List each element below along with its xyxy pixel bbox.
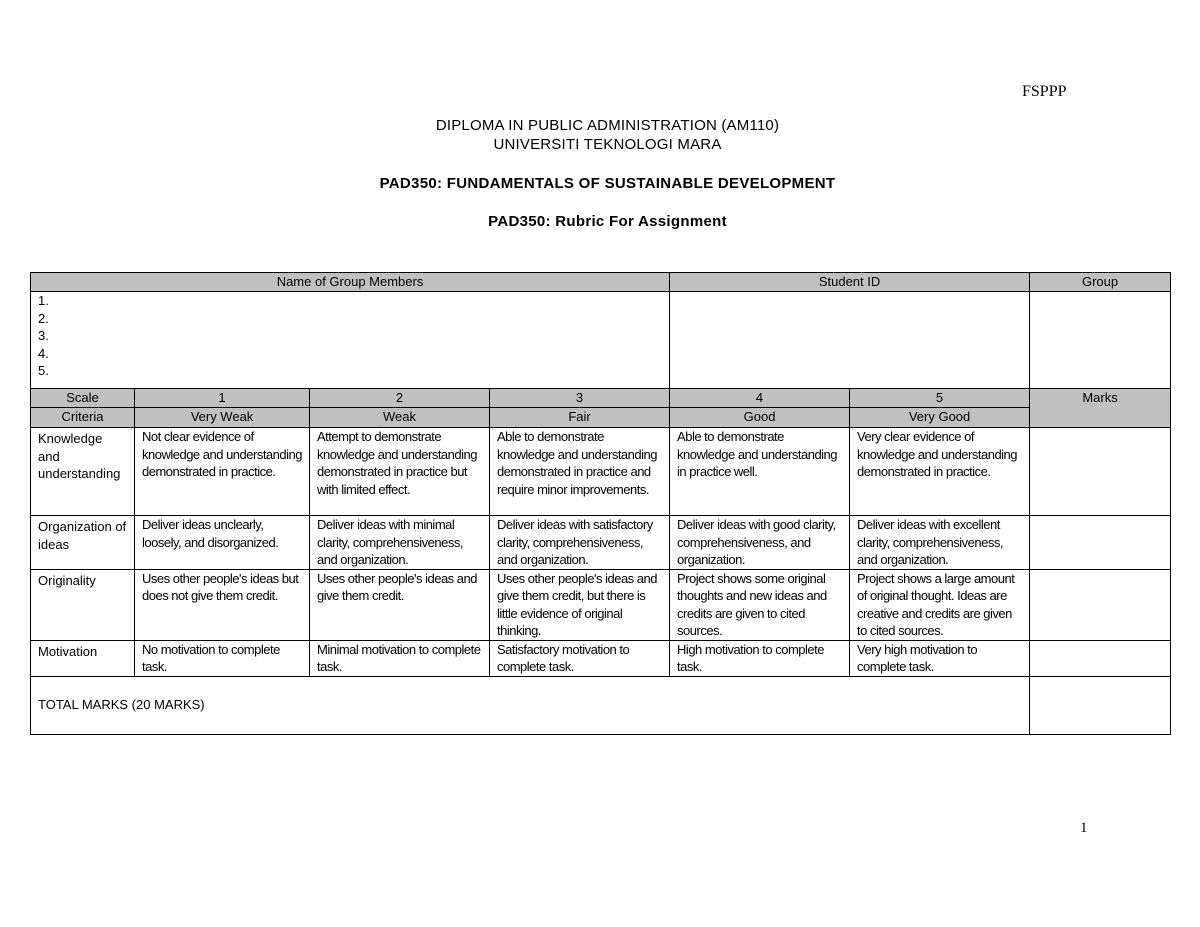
level-label: Very Weak bbox=[135, 408, 310, 428]
marks-cell[interactable] bbox=[1030, 640, 1171, 676]
marks-cell[interactable] bbox=[1030, 569, 1171, 640]
descriptor-cell: High motivation to complete task. bbox=[670, 640, 850, 676]
criterion-name: Motivation bbox=[31, 640, 135, 676]
marks-cell[interactable] bbox=[1030, 516, 1171, 570]
program-title: DIPLOMA IN PUBLIC ADMINISTRATION (AM110) bbox=[435, 117, 780, 134]
rubric-table bbox=[30, 272, 1171, 735]
member-number: 2. bbox=[38, 310, 49, 326]
scale-value: 3 bbox=[490, 389, 670, 408]
descriptor-cell: Deliver ideas unclearly, loosely, and disorganized. bbox=[135, 516, 310, 570]
descriptor-cell: No motivation to complete task. bbox=[135, 640, 310, 676]
criteria-label: Criteria bbox=[31, 408, 135, 428]
student-id-cell[interactable] bbox=[670, 292, 1030, 389]
criteria-header-row bbox=[31, 408, 1171, 428]
scale-value: 5 bbox=[850, 389, 1030, 408]
descriptor-cell: Uses other people's ideas and give them credit, but there is little evidence of original thinking. bbox=[490, 569, 670, 640]
scale-value: 4 bbox=[670, 389, 850, 408]
descriptor-cell: Not clear evidence of knowledge and understanding demonstrated in practice. bbox=[135, 428, 310, 516]
criterion-row-originality bbox=[31, 569, 1171, 640]
scale-label: Scale bbox=[31, 389, 135, 408]
scale-row bbox=[31, 389, 1171, 408]
total-marks-label: TOTAL MARKS (20 MARKS) bbox=[31, 676, 1030, 734]
descriptor-cell: Very clear evidence of knowledge and understanding demonstrated in practice. bbox=[850, 428, 1030, 516]
member-number: 4. bbox=[38, 345, 49, 361]
group-column-header: Group bbox=[1030, 273, 1171, 292]
level-label: Very Good bbox=[850, 408, 1030, 428]
descriptor-cell: Deliver ideas with satisfactory clarity, comprehensiveness, and organization. bbox=[490, 516, 670, 570]
group-cell[interactable] bbox=[1030, 292, 1171, 389]
descriptor-cell: Uses other people's ideas and give them credit. bbox=[310, 569, 490, 640]
total-marks-cell[interactable] bbox=[1030, 676, 1171, 734]
scale-value: 1 bbox=[135, 389, 310, 408]
members-cell[interactable] bbox=[31, 292, 670, 389]
criterion-row-motivation bbox=[31, 640, 1171, 676]
criterion-row-organization bbox=[31, 516, 1171, 570]
header-code: FSPPP bbox=[1022, 83, 1067, 100]
student-id-column-header: Student ID bbox=[670, 273, 1030, 292]
marks-cell[interactable] bbox=[1030, 428, 1171, 516]
page-number: 1 bbox=[1080, 820, 1088, 836]
descriptor-cell: Deliver ideas with minimal clarity, comprehensiveness, and organization. bbox=[310, 516, 490, 570]
university-name: UNIVERSITI TEKNOLOGI MARA bbox=[493, 136, 722, 153]
course-title: PAD350: FUNDAMENTALS OF SUSTAINABLE DEVELOPMENT bbox=[379, 175, 836, 192]
descriptor-cell: Minimal motivation to complete task. bbox=[310, 640, 490, 676]
descriptor-cell: Very high motivation to complete task. bbox=[850, 640, 1030, 676]
descriptor-cell: Able to demonstrate knowledge and understanding in practice well. bbox=[670, 428, 850, 516]
descriptor-cell: Uses other people's ideas but does not give them credit. bbox=[135, 569, 310, 640]
member-number: 3. bbox=[38, 328, 49, 343]
criterion-name: Originality bbox=[31, 569, 135, 640]
members-header-row bbox=[31, 273, 1171, 292]
members-column-header: Name of Group Members bbox=[31, 273, 670, 292]
marks-header: Marks bbox=[1030, 389, 1171, 428]
scale-value: 2 bbox=[310, 389, 490, 408]
criterion-name: Knowledge and understanding bbox=[31, 428, 135, 516]
descriptor-cell: Deliver ideas with excellent clarity, comprehensiveness, and organization. bbox=[850, 516, 1030, 570]
descriptor-cell: Project shows some original thoughts and new ideas and credits are given to cited sources. bbox=[670, 569, 850, 640]
descriptor-cell: Deliver ideas with good clarity, comprehensiveness, and organization. bbox=[670, 516, 850, 570]
member-number: 5. bbox=[38, 363, 49, 378]
descriptor-cell: Attempt to demonstrate knowledge and understanding demonstrated in practice but with limited effect. bbox=[310, 428, 490, 516]
descriptor-cell: Able to demonstrate knowledge and understanding demonstrated in practice and require minor improvements. bbox=[490, 428, 670, 516]
level-label: Weak bbox=[310, 408, 490, 428]
level-label: Fair bbox=[490, 408, 670, 428]
level-label: Good bbox=[670, 408, 850, 428]
criterion-name: Organization of ideas bbox=[31, 516, 135, 570]
criterion-row-knowledge bbox=[31, 428, 1171, 516]
total-row bbox=[31, 676, 1171, 734]
descriptor-cell: Satisfactory motivation to complete task. bbox=[490, 640, 670, 676]
rubric-title: PAD350: Rubric For Assignment bbox=[488, 213, 727, 230]
members-row bbox=[31, 292, 1171, 389]
descriptor-cell: Project shows a large amount of original thought. Ideas are creative and credits are given to cited sources. bbox=[850, 569, 1030, 640]
member-number: 1. bbox=[38, 293, 49, 308]
